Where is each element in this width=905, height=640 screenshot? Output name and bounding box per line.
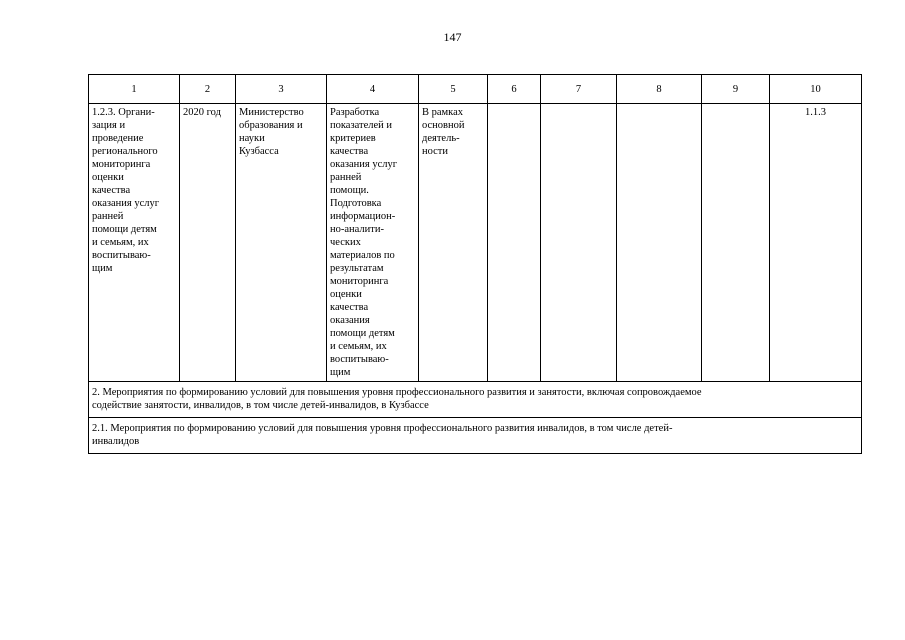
result-cell: Разработка показателей и критериев качества оказания услуг ранней помощи. Подготовка информацион- но-аналити- ческих материалов по результатам мониторинга оценки качества оказания помощи детям и семьям, их воспитываю- щим: [327, 104, 419, 382]
section-row: [89, 418, 862, 454]
value-cell-6: [488, 104, 541, 382]
plan-table: [88, 74, 862, 454]
page-number: 147: [443, 30, 462, 44]
header-cell-9: 9: [702, 75, 770, 104]
measure-name-cell: 1.2.3. Органи- зация и проведение регионального мониторинга оценки качества оказания услуг ранней помощи детям и семьям, их воспитываю- щим: [89, 104, 180, 382]
header-cell-1: 1: [89, 75, 180, 104]
section-heading-2-1: 2.1. Мероприятия по формированию условий для повышения уровня профессионального развития инвалидов, в том числе детей- инвалидов: [89, 418, 862, 454]
header-cell-2: 2: [180, 75, 236, 104]
header-cell-7: 7: [541, 75, 617, 104]
table-header-row: [89, 75, 862, 104]
header-cell-8: 8: [617, 75, 702, 104]
executor-cell: Министерство образования и науки Кузбасса: [236, 104, 327, 382]
deadline-cell: 2020 год: [180, 104, 236, 382]
header-cell-10: 10: [770, 75, 862, 104]
indicator-link-cell: 1.1.3: [770, 104, 862, 382]
header-cell-5: 5: [419, 75, 488, 104]
section-row: [89, 382, 862, 418]
section-heading-2: 2. Мероприятия по формированию условий для повышения уровня профессионального развития и занятости, включая сопровождаемое содействие занятости, инвалидов, в том числе детей-инвалидов, в Кузбассе: [89, 382, 862, 418]
value-cell-8: [617, 104, 702, 382]
funding-cell: В рамках основной деятель- ности: [419, 104, 488, 382]
table-row: [89, 104, 862, 382]
value-cell-9: [702, 104, 770, 382]
header-cell-4: 4: [327, 75, 419, 104]
header-cell-3: 3: [236, 75, 327, 104]
header-cell-6: 6: [488, 75, 541, 104]
value-cell-7: [541, 104, 617, 382]
